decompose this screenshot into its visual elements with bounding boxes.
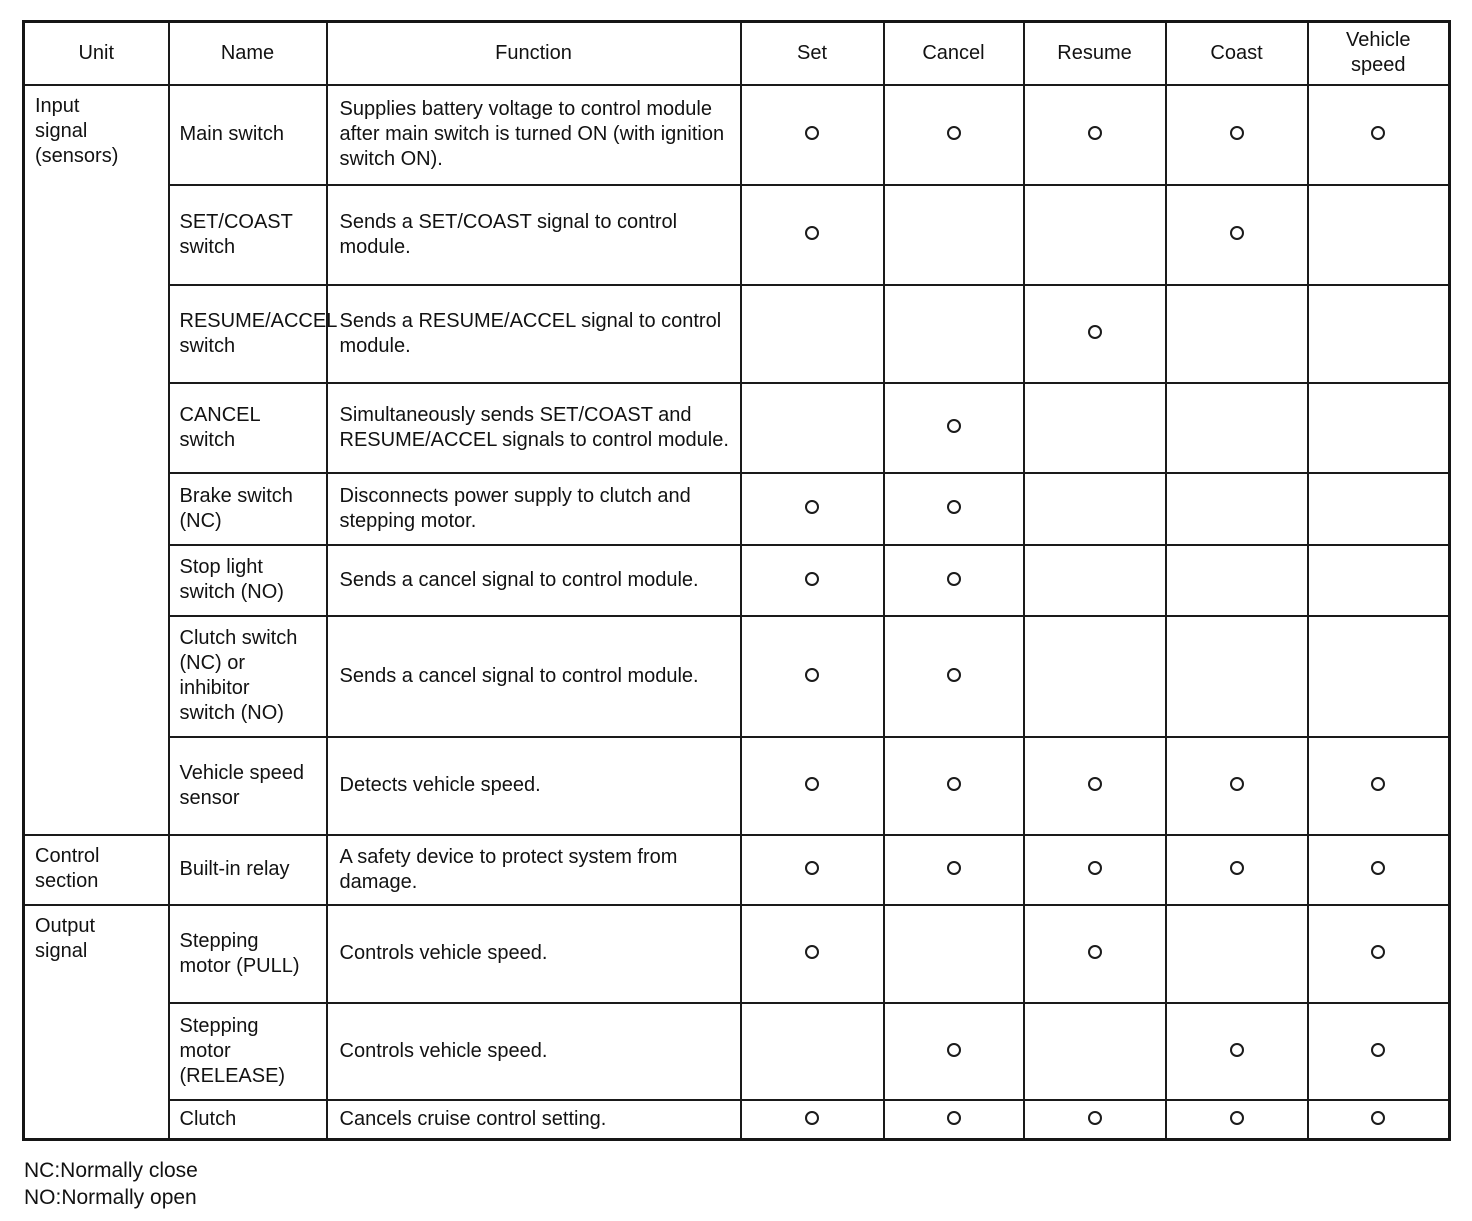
open-circle-mark-icon	[1088, 945, 1102, 959]
column-header-coast	[1166, 22, 1308, 85]
name-cell: SET/COAST switch	[169, 185, 327, 285]
mark-cell-set	[741, 285, 884, 383]
unit-label: Output signal	[35, 914, 96, 962]
function-cell: Supplies battery voltage to control module after main switch is turned ON (with ignition switch ON).	[327, 85, 741, 185]
unit-cell-output-signal	[24, 905, 169, 1140]
mark-cell-cancel	[884, 905, 1024, 1003]
column-header-label: Set	[796, 41, 828, 64]
open-circle-mark-icon	[1371, 777, 1385, 791]
mark-cell-resume	[1024, 185, 1166, 285]
name-cell: Built-in relay	[169, 835, 327, 905]
open-circle-mark-icon	[947, 1043, 961, 1057]
column-header-label: Cancel	[922, 41, 985, 64]
mark-cell-set	[741, 835, 884, 905]
table-row	[24, 473, 1450, 545]
mark-cell-cancel	[884, 1003, 1024, 1100]
column-header-unit	[24, 22, 169, 85]
column-header-function	[327, 22, 741, 85]
open-circle-mark-icon	[805, 126, 819, 140]
column-header-label: Unit	[78, 41, 115, 64]
table-row	[24, 737, 1450, 835]
open-circle-mark-icon	[1371, 1043, 1385, 1057]
name-cell: Brake switch (NC)	[169, 473, 327, 545]
mark-cell-coast	[1166, 473, 1308, 545]
table-row	[24, 545, 1450, 616]
open-circle-mark-icon	[1371, 945, 1385, 959]
mark-cell-set	[741, 1100, 884, 1140]
mark-cell-cancel	[884, 545, 1024, 616]
mark-cell-vehicle-speed	[1308, 85, 1450, 185]
open-circle-mark-icon	[1371, 126, 1385, 140]
open-circle-mark-icon	[805, 1111, 819, 1125]
name-cell: Vehicle speed sensor	[169, 737, 327, 835]
mark-cell-resume	[1024, 905, 1166, 1003]
mark-cell-vehicle-speed	[1308, 185, 1450, 285]
function-cell: Controls vehicle speed.	[327, 905, 741, 1003]
open-circle-mark-icon	[1230, 126, 1244, 140]
function-cell: Sends a cancel signal to control module.	[327, 545, 741, 616]
open-circle-mark-icon	[947, 668, 961, 682]
mark-cell-vehicle-speed	[1308, 616, 1450, 737]
unit-label: Control section	[35, 844, 100, 892]
open-circle-mark-icon	[805, 500, 819, 514]
function-cell: Sends a cancel signal to control module.	[327, 616, 741, 737]
open-circle-mark-icon	[947, 1111, 961, 1125]
mark-cell-vehicle-speed	[1308, 383, 1450, 473]
table-body	[24, 85, 1450, 1140]
mark-cell-set	[741, 473, 884, 545]
mark-cell-resume	[1024, 616, 1166, 737]
mark-cell-set	[741, 85, 884, 185]
mark-cell-coast	[1166, 616, 1308, 737]
mark-cell-vehicle-speed	[1308, 835, 1450, 905]
open-circle-mark-icon	[947, 500, 961, 514]
mark-cell-coast	[1166, 905, 1308, 1003]
mark-cell-set	[741, 383, 884, 473]
mark-cell-vehicle-speed	[1308, 545, 1450, 616]
mark-cell-resume	[1024, 545, 1166, 616]
column-header-label: Vehicle speed	[1346, 29, 1411, 77]
open-circle-mark-icon	[1088, 861, 1102, 875]
open-circle-mark-icon	[1230, 861, 1244, 875]
mark-cell-set	[741, 737, 884, 835]
open-circle-mark-icon	[1230, 226, 1244, 240]
name-cell: Stepping motor (RELEASE)	[169, 1003, 327, 1100]
column-header-label: Name	[220, 41, 275, 64]
mark-cell-vehicle-speed	[1308, 737, 1450, 835]
table-row	[24, 383, 1450, 473]
column-header-label: Resume	[1057, 41, 1132, 64]
footnote-line-1: NC:Normally close	[24, 1158, 198, 1182]
function-cell: Simultaneously sends SET/COAST and RESUME/ACCEL signals to control module.	[327, 383, 741, 473]
mark-cell-coast	[1166, 835, 1308, 905]
column-header-vehicle-speed	[1308, 22, 1450, 85]
column-header-name	[169, 22, 327, 85]
mark-cell-set	[741, 616, 884, 737]
mark-cell-cancel	[884, 616, 1024, 737]
name-cell: Main switch	[169, 85, 327, 185]
mark-cell-coast	[1166, 185, 1308, 285]
open-circle-mark-icon	[947, 861, 961, 875]
table-row	[24, 85, 1450, 185]
open-circle-mark-icon	[947, 126, 961, 140]
open-circle-mark-icon	[947, 777, 961, 791]
open-circle-mark-icon	[1088, 325, 1102, 339]
function-cell: Disconnects power supply to clutch and stepping motor.	[327, 473, 741, 545]
open-circle-mark-icon	[805, 777, 819, 791]
footnotes	[22, 1157, 1450, 1212]
open-circle-mark-icon	[1230, 1043, 1244, 1057]
footnote-line-2: NO:Normally open	[24, 1185, 197, 1209]
open-circle-mark-icon	[1371, 1111, 1385, 1125]
name-cell: RESUME/ACCEL switch	[169, 285, 327, 383]
mark-cell-cancel	[884, 835, 1024, 905]
column-header-cancel	[884, 22, 1024, 85]
table-row	[24, 905, 1450, 1003]
table-row	[24, 1003, 1450, 1100]
open-circle-mark-icon	[1088, 126, 1102, 140]
mark-cell-coast	[1166, 737, 1308, 835]
open-circle-mark-icon	[805, 572, 819, 586]
column-header-set	[741, 22, 884, 85]
name-cell: CANCEL switch	[169, 383, 327, 473]
header-row	[24, 22, 1450, 85]
mark-cell-cancel	[884, 185, 1024, 285]
mark-cell-coast	[1166, 1003, 1308, 1100]
mark-cell-resume	[1024, 1003, 1166, 1100]
mark-cell-set	[741, 185, 884, 285]
open-circle-mark-icon	[1371, 861, 1385, 875]
column-header-resume	[1024, 22, 1166, 85]
mark-cell-vehicle-speed	[1308, 905, 1450, 1003]
mark-cell-coast	[1166, 1100, 1308, 1140]
open-circle-mark-icon	[947, 572, 961, 586]
mark-cell-resume	[1024, 473, 1166, 545]
column-header-label: Coast	[1210, 41, 1263, 64]
unit-cell-input-signal-sensors	[24, 85, 169, 835]
mark-cell-set	[741, 545, 884, 616]
open-circle-mark-icon	[1230, 777, 1244, 791]
mark-cell-vehicle-speed	[1308, 285, 1450, 383]
open-circle-mark-icon	[805, 861, 819, 875]
mark-cell-set	[741, 905, 884, 1003]
mark-cell-resume	[1024, 1100, 1166, 1140]
open-circle-mark-icon	[805, 226, 819, 240]
function-cell: Cancels cruise control setting.	[327, 1100, 741, 1140]
table-header	[24, 22, 1450, 85]
open-circle-mark-icon	[1088, 777, 1102, 791]
name-cell: Clutch	[169, 1100, 327, 1140]
mark-cell-cancel	[884, 1100, 1024, 1140]
unit-cell-control-section	[24, 835, 169, 905]
open-circle-mark-icon	[805, 668, 819, 682]
mark-cell-coast	[1166, 545, 1308, 616]
open-circle-mark-icon	[1088, 1111, 1102, 1125]
function-cell: Sends a SET/COAST signal to control module.	[327, 185, 741, 285]
table-row	[24, 616, 1450, 737]
name-cell: Stop light switch (NO)	[169, 545, 327, 616]
open-circle-mark-icon	[947, 419, 961, 433]
mark-cell-coast	[1166, 383, 1308, 473]
mark-cell-cancel	[884, 737, 1024, 835]
table-row	[24, 1100, 1450, 1140]
name-cell: Clutch switch (NC) or inhibitor switch (NO)	[169, 616, 327, 737]
mark-cell-cancel	[884, 383, 1024, 473]
mark-cell-vehicle-speed	[1308, 1003, 1450, 1100]
signal-table	[22, 20, 1451, 1141]
mark-cell-resume	[1024, 85, 1166, 185]
function-cell: Detects vehicle speed.	[327, 737, 741, 835]
mark-cell-cancel	[884, 473, 1024, 545]
mark-cell-resume	[1024, 835, 1166, 905]
table-row	[24, 835, 1450, 905]
table-row	[24, 285, 1450, 383]
mark-cell-cancel	[884, 285, 1024, 383]
table-row	[24, 185, 1450, 285]
function-cell: Controls vehicle speed.	[327, 1003, 741, 1100]
mark-cell-resume	[1024, 737, 1166, 835]
mark-cell-cancel	[884, 85, 1024, 185]
function-cell: A safety device to protect system from damage.	[327, 835, 741, 905]
column-header-label: Function	[495, 41, 572, 64]
mark-cell-set	[741, 1003, 884, 1100]
mark-cell-coast	[1166, 285, 1308, 383]
open-circle-mark-icon	[805, 945, 819, 959]
function-cell: Sends a RESUME/ACCEL signal to control module.	[327, 285, 741, 383]
mark-cell-coast	[1166, 85, 1308, 185]
unit-label: Input signal (sensors)	[35, 94, 119, 167]
mark-cell-resume	[1024, 383, 1166, 473]
open-circle-mark-icon	[1230, 1111, 1244, 1125]
name-cell: Stepping motor (PULL)	[169, 905, 327, 1003]
mark-cell-vehicle-speed	[1308, 473, 1450, 545]
mark-cell-resume	[1024, 285, 1166, 383]
mark-cell-vehicle-speed	[1308, 1100, 1450, 1140]
